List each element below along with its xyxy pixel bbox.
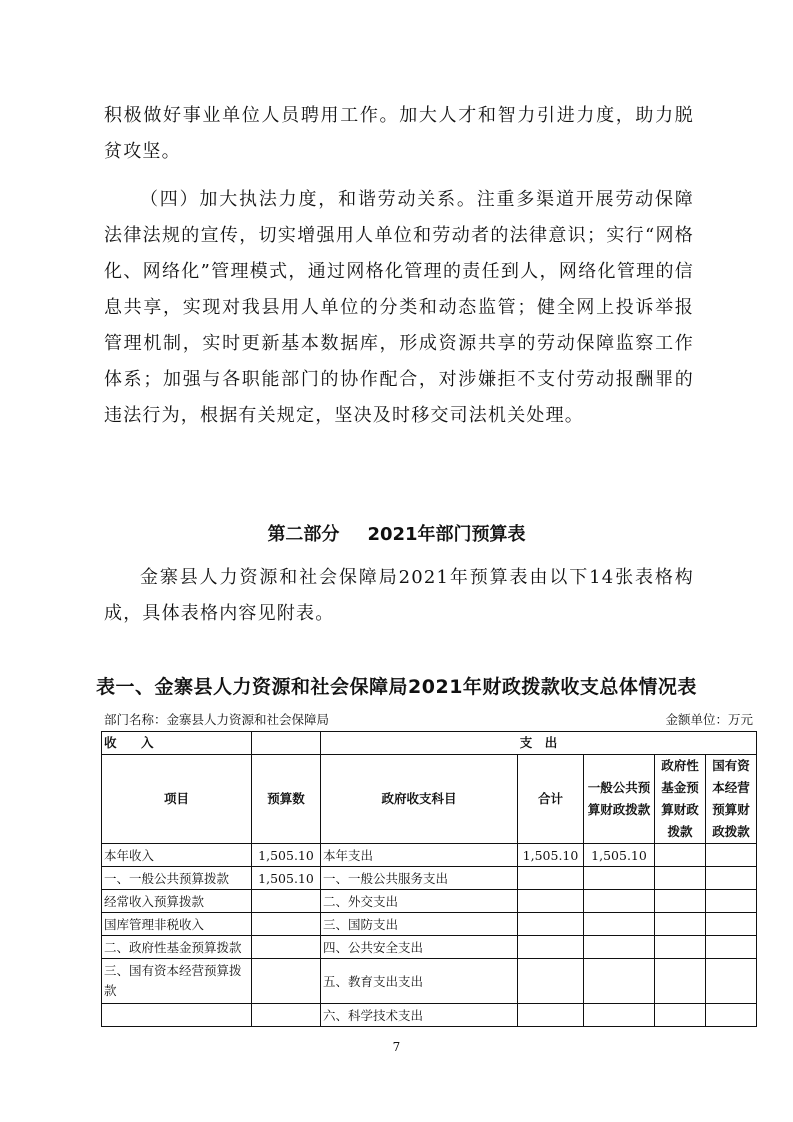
row-item: 本年收入	[102, 844, 252, 867]
row-total	[518, 890, 584, 913]
row-general	[584, 890, 655, 913]
row-state	[706, 890, 757, 913]
row-fund	[655, 1004, 706, 1027]
row-total	[518, 913, 584, 936]
row-fund	[655, 867, 706, 890]
row-subject: 四、公共安全支出	[321, 936, 518, 959]
paragraph-law-enforcement: （四）加大执法力度，和谐劳动关系。注重多渠道开展劳动保障法律法规的宣传，切实增强用人单位和劳动者的法律意识；实行“网格化、网络化”管理模式，通过网格化管理的责任到人，网络化管理的信息共享，实现对我县用人单位的分类和动态监管；健全网上投诉举报管理机制，实时更新基本数据库，形成资源共享的劳动保障监察工作体系；加强与各职能部门的协作配合，对涉嫌拒不支付劳动报酬罪的违法行为，根据有关规定，坚决及时移交司法机关处理。	[104, 189, 694, 426]
table-row	[102, 1004, 757, 1027]
amount-unit: 金额单位：万元	[665, 712, 753, 727]
header-item: 项目	[102, 755, 252, 844]
row-total	[518, 959, 584, 1004]
row-budget	[252, 936, 321, 959]
row-general	[584, 913, 655, 936]
row-total	[518, 867, 584, 890]
row-budget	[252, 890, 321, 913]
row-fund	[655, 936, 706, 959]
row-total: 1,505.10	[518, 844, 584, 867]
row-budget	[252, 959, 321, 1004]
paragraph-table-intro: 金寨县人力资源和社会保障局2021年预算表由以下14张表格构成，具体表格内容见附表。	[104, 567, 694, 624]
row-state	[706, 959, 757, 1004]
row-subject: 六、科学技术支出	[321, 1004, 518, 1027]
budget-table	[101, 731, 757, 1027]
row-fund	[655, 959, 706, 1004]
row-item: 国库管理非税收入	[102, 913, 252, 936]
header-budget: 预算数	[252, 755, 321, 844]
row-item	[102, 1004, 252, 1027]
row-general	[584, 936, 655, 959]
header-general: 一般公共预算财政拨款	[584, 755, 655, 844]
row-fund	[655, 913, 706, 936]
group-income: 收 入	[102, 732, 252, 755]
section-title	[0, 520, 793, 546]
row-general	[584, 1004, 655, 1027]
table-row	[102, 867, 757, 890]
row-subject: 五、教育支出支出	[321, 959, 518, 1004]
row-total	[518, 1004, 584, 1027]
row-fund	[655, 890, 706, 913]
header-state: 国有资本经营预算财政拨款	[706, 755, 757, 844]
row-budget	[252, 913, 321, 936]
table-row	[102, 959, 757, 1004]
row-subject: 一、一般公共服务支出	[321, 867, 518, 890]
column-header-row	[102, 755, 757, 844]
row-item: 经常收入预算拨款	[102, 890, 252, 913]
section-title-text: 2021年部门预算表	[367, 524, 526, 545]
row-general	[584, 867, 655, 890]
section-part: 第二部分	[267, 524, 340, 545]
paragraph-talent: 积极做好事业单位人员聘用工作。加大人才和智力引进力度，助力脱贫攻坚。	[104, 105, 694, 162]
row-state	[706, 844, 757, 867]
row-item: 二、政府性基金预算拨款	[102, 936, 252, 959]
row-state	[706, 1004, 757, 1027]
row-fund	[655, 844, 706, 867]
row-general	[584, 959, 655, 1004]
header-total: 合计	[518, 755, 584, 844]
group-expense: 支 出	[321, 732, 757, 755]
row-item: 一、一般公共预算拨款	[102, 867, 252, 890]
row-state	[706, 936, 757, 959]
header-fund: 政府性基金预算财政拨款	[655, 755, 706, 844]
row-state	[706, 867, 757, 890]
group-header-row	[102, 732, 757, 755]
table-row	[102, 913, 757, 936]
row-subject: 二、外交支出	[321, 890, 518, 913]
table-row	[102, 844, 757, 867]
row-subject: 本年支出	[321, 844, 518, 867]
empty-cell	[252, 732, 321, 755]
row-subject: 三、国防支出	[321, 913, 518, 936]
department-name: 部门名称：金寨县人力资源和社会保障局	[104, 712, 330, 727]
table-row	[102, 936, 757, 959]
row-budget	[252, 1004, 321, 1027]
row-item: 三、国有资本经营预算拨款	[102, 959, 252, 1004]
row-state	[706, 913, 757, 936]
row-total	[518, 936, 584, 959]
header-subject: 政府收支科目	[321, 755, 518, 844]
row-budget: 1,505.10	[252, 844, 321, 867]
row-budget: 1,505.10	[252, 867, 321, 890]
page-number: 7	[392, 1040, 401, 1054]
table-row	[102, 890, 757, 913]
table-title: 表一、金寨县人力资源和社会保障局2021年财政拨款收支总体情况表	[96, 676, 697, 698]
row-general: 1,505.10	[584, 844, 655, 867]
